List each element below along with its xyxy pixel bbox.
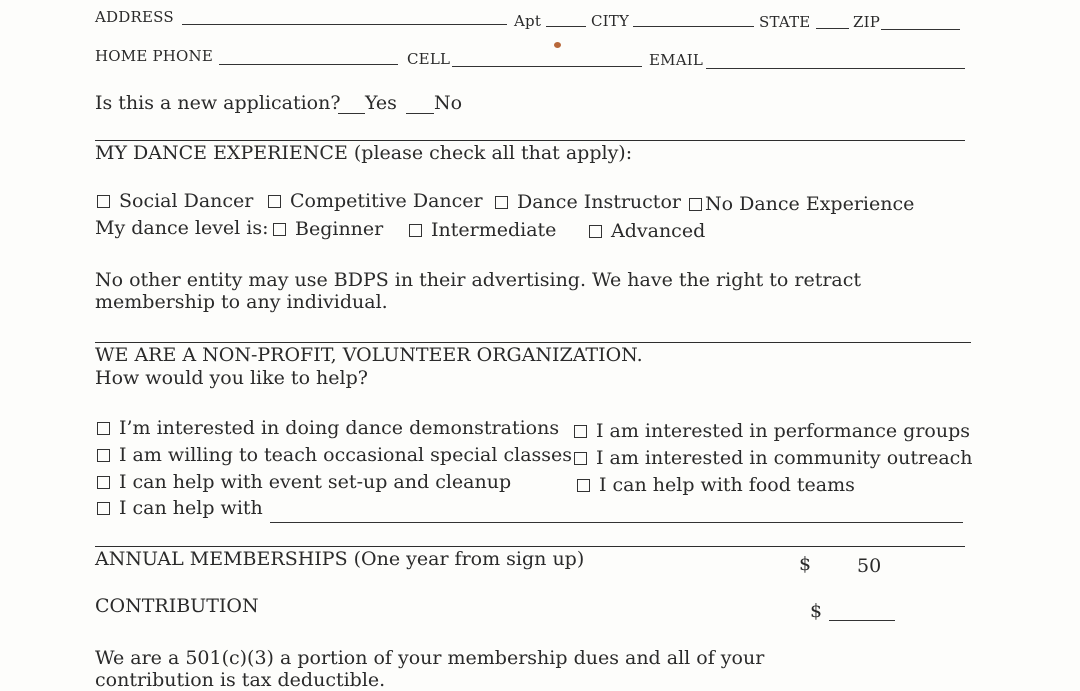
help-option[interactable]: I’m interested in doing dance demonstrations — [97, 417, 559, 439]
contribution-field[interactable] — [829, 620, 895, 621]
experience-option[interactable]: Competitive Dancer — [268, 190, 483, 212]
checkbox-icon — [495, 196, 508, 209]
zip-field[interactable] — [881, 29, 960, 30]
email-label: EMAIL — [649, 51, 704, 69]
help-option[interactable]: I am willing to teach occasional special classes — [97, 444, 572, 466]
section-divider — [95, 342, 971, 343]
checkbox-icon — [273, 223, 286, 236]
policy-line-1: No other entity may use BDPS in their advertising. We have the right to retract — [95, 269, 862, 291]
experience-option[interactable]: No Dance Experience — [689, 193, 914, 215]
policy-line-2: membership to any individual. — [95, 291, 388, 313]
membership-currency: $ — [799, 553, 812, 575]
help-option[interactable]: I am interested in performance groups — [574, 420, 970, 442]
home-phone-field[interactable] — [219, 64, 398, 65]
checkbox-icon — [97, 195, 110, 208]
state-label: STATE — [759, 13, 811, 31]
membership-label: ANNUAL MEMBERSHIPS (One year from sign up) — [95, 548, 585, 570]
tax-note-line-1: We are a 501(c)(3) a portion of your membership dues and all of your — [95, 647, 765, 669]
cell-label: CELL — [407, 50, 451, 68]
zip-label: ZIP — [853, 13, 881, 31]
checkbox-icon — [589, 225, 602, 238]
city-label: CITY — [591, 12, 630, 30]
level-option[interactable]: Intermediate — [409, 219, 556, 241]
apt-label: Apt — [514, 12, 542, 30]
checkbox-icon — [409, 224, 422, 237]
checkbox-icon — [574, 452, 587, 465]
checkbox-icon — [574, 425, 587, 438]
checkbox-icon — [97, 476, 110, 489]
email-field[interactable] — [706, 68, 965, 69]
tax-note-line-2: contribution is tax deductible. — [95, 669, 386, 691]
checkbox-icon — [268, 195, 281, 208]
no-blank[interactable] — [406, 113, 434, 114]
level-option[interactable]: Advanced — [589, 220, 705, 242]
checkbox-icon — [97, 422, 110, 435]
yes-blank[interactable] — [338, 113, 365, 114]
experience-option[interactable]: Dance Instructor — [495, 191, 681, 213]
volunteer-heading: WE ARE A NON-PROFIT, VOLUNTEER ORGANIZATION. — [95, 344, 643, 366]
help-option[interactable]: I am interested in community outreach — [574, 447, 973, 469]
dance-level-label: My dance level is: — [95, 217, 269, 239]
address-label: ADDRESS — [95, 8, 174, 26]
membership-amount: 50 — [857, 555, 882, 577]
section-divider — [95, 546, 965, 547]
apt-field[interactable] — [546, 26, 586, 27]
state-field[interactable] — [816, 28, 849, 29]
no-option: No — [434, 92, 463, 114]
level-option[interactable]: Beginner — [273, 218, 383, 240]
help-other-field[interactable] — [270, 522, 963, 523]
new-application-question: Is this a new application? — [95, 92, 341, 114]
help-option[interactable]: I can help with — [97, 497, 263, 519]
checkbox-icon — [97, 502, 110, 515]
checkbox-icon — [577, 479, 590, 492]
volunteer-question: How would you like to help? — [95, 367, 368, 389]
help-option[interactable]: I can help with event set-up and cleanup — [97, 471, 511, 493]
experience-heading: MY DANCE EXPERIENCE (please check all that apply): — [95, 142, 633, 164]
address-field[interactable] — [182, 24, 507, 25]
help-option[interactable]: I can help with food teams — [577, 474, 855, 496]
yes-option: Yes — [365, 92, 397, 114]
city-field[interactable] — [633, 26, 754, 27]
checkbox-icon — [689, 198, 702, 211]
ink-spot — [554, 42, 561, 48]
contribution-label: CONTRIBUTION — [95, 595, 259, 617]
cell-field[interactable] — [452, 66, 642, 67]
contribution-currency: $ — [810, 600, 823, 622]
checkbox-icon — [97, 449, 110, 462]
experience-option[interactable]: Social Dancer — [97, 190, 253, 212]
home-phone-label: HOME PHONE — [95, 47, 214, 65]
section-divider — [95, 140, 965, 141]
